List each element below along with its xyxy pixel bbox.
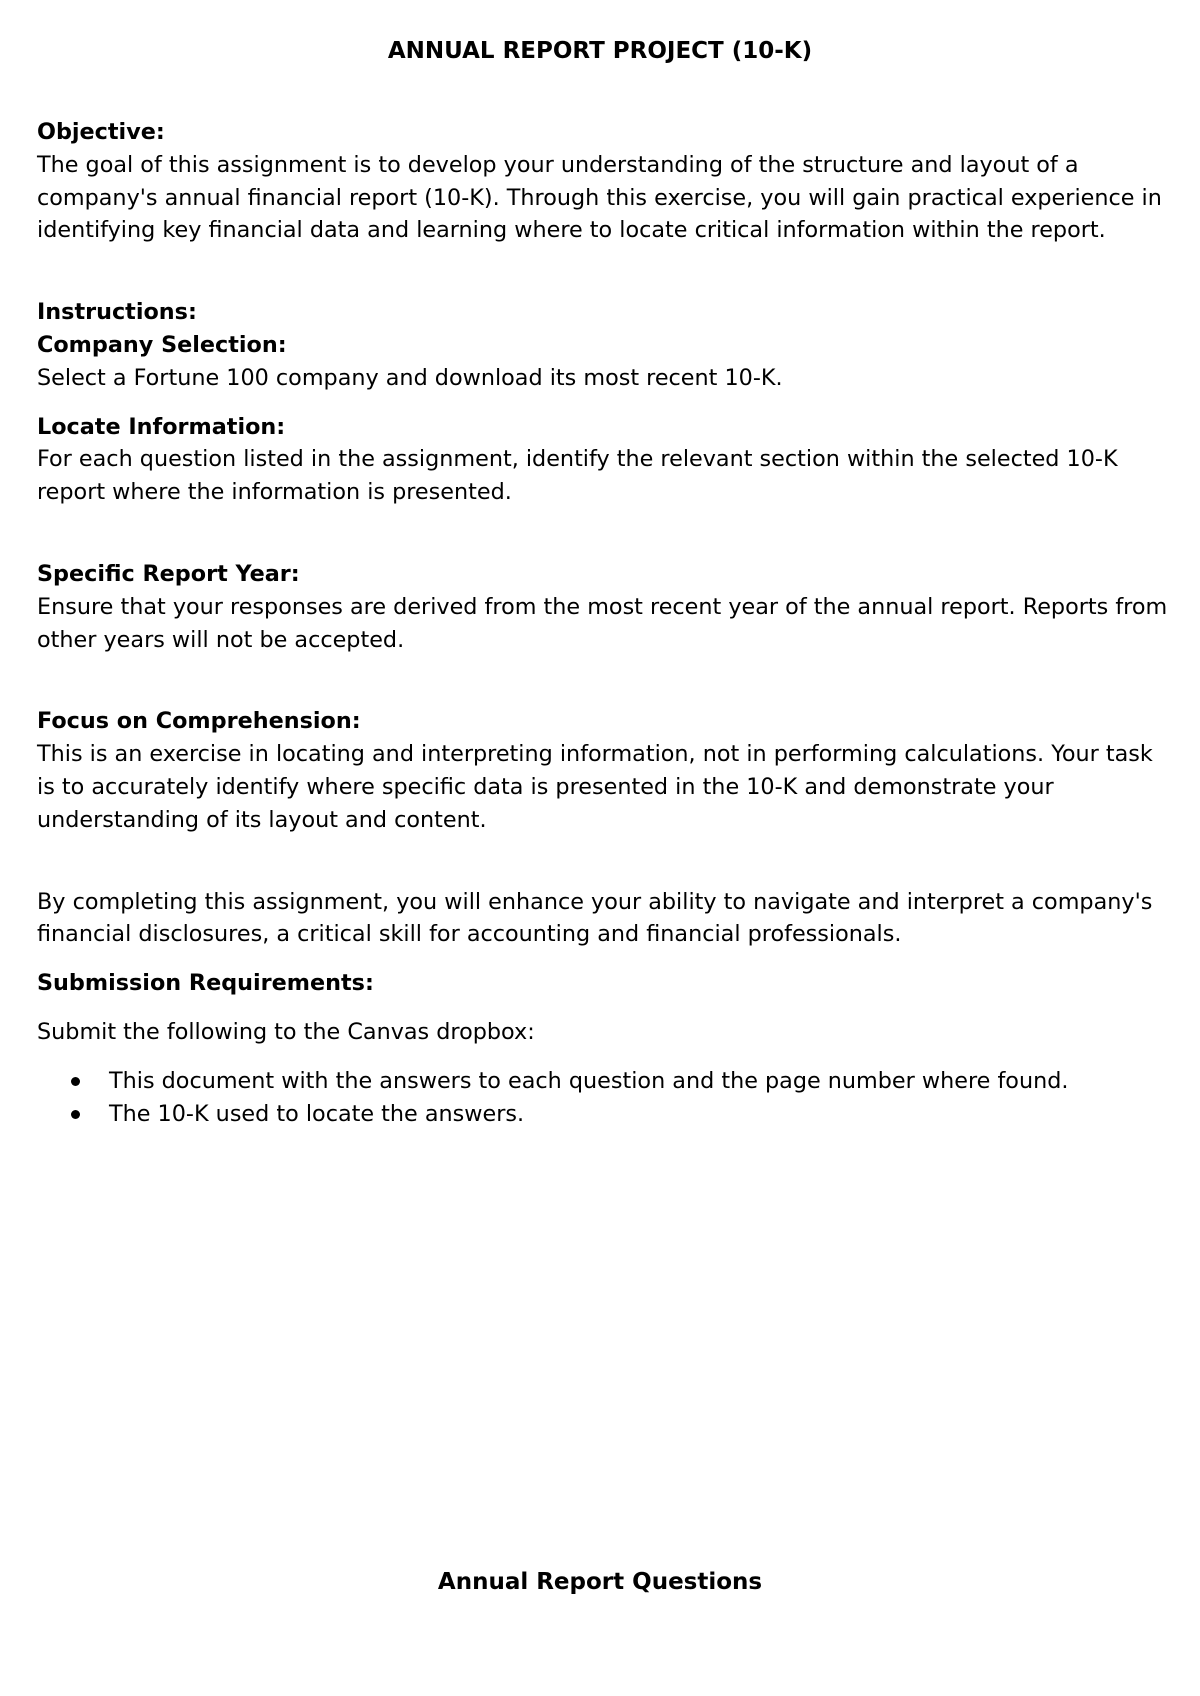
annual-report-questions-heading: Annual Report Questions [437, 1569, 763, 1595]
objective-heading: Objective: [37, 119, 165, 145]
spacer [37, 395, 1177, 411]
spacer [37, 247, 1177, 296]
spacer [37, 1000, 1177, 1016]
company-selection-text: Select a Fortune 100 company and download its most recent 10-K. [37, 364, 783, 391]
spacer [37, 656, 1177, 705]
document-body [37, 116, 1177, 1130]
specific-report-year-heading: Specific Report Year: [37, 560, 300, 587]
submission-item-text: The 10-K used to locate the answers. [109, 1100, 525, 1127]
instructions-heading: Instructions: [37, 299, 197, 326]
submission-list-item [37, 1065, 1177, 1098]
focus-on-comprehension-heading: Focus on Comprehension: [37, 708, 361, 735]
focus-on-comprehension-text: This is an exercise in locating and interpreting information, not in performing calculations. Your task is to accurately identify where specific data is presented in the 10-K and demonstrate your understanding of its layout and content. [37, 741, 1153, 833]
specific-report-year-text: Ensure that your responses are derived from the most recent year of the annual report. Reports from other years will not be accepted. [37, 593, 1168, 653]
submission-list [37, 1065, 1177, 1131]
spacer [37, 509, 1177, 558]
submission-list-item [37, 1098, 1177, 1131]
spacer [37, 1049, 1177, 1065]
spacer [37, 951, 1177, 967]
locate-information-text: For each question listed in the assignment, identify the relevant section within the selected 10-K report where the information is presented. [37, 446, 1118, 506]
objective-text: The goal of this assignment is to develop your understanding of the structure and layout of a company's annual financial report (10-K). Through this exercise, you will gain practical experience in identifying key financial data and learning where to locate critical information within the report. [37, 151, 1162, 244]
submission-intro: Submit the following to the Canvas dropbox: [37, 1018, 535, 1045]
bullet-icon [71, 1110, 80, 1119]
spacer [37, 837, 1177, 886]
document-title: ANNUAL REPORT PROJECT (10-K) [387, 38, 813, 64]
closing-paragraph: By completing this assignment, you will enhance your ability to navigate and interpret a company's financial disclosures, a critical skill for accounting and financial professionals. [37, 888, 1153, 948]
submission-requirements-heading: Submission Requirements: [37, 970, 374, 997]
company-selection-heading: Company Selection: [37, 331, 287, 358]
bullet-icon [71, 1077, 80, 1086]
submission-item-text: This document with the answers to each question and the page number where found. [109, 1067, 1069, 1094]
locate-information-heading: Locate Information: [37, 413, 286, 440]
